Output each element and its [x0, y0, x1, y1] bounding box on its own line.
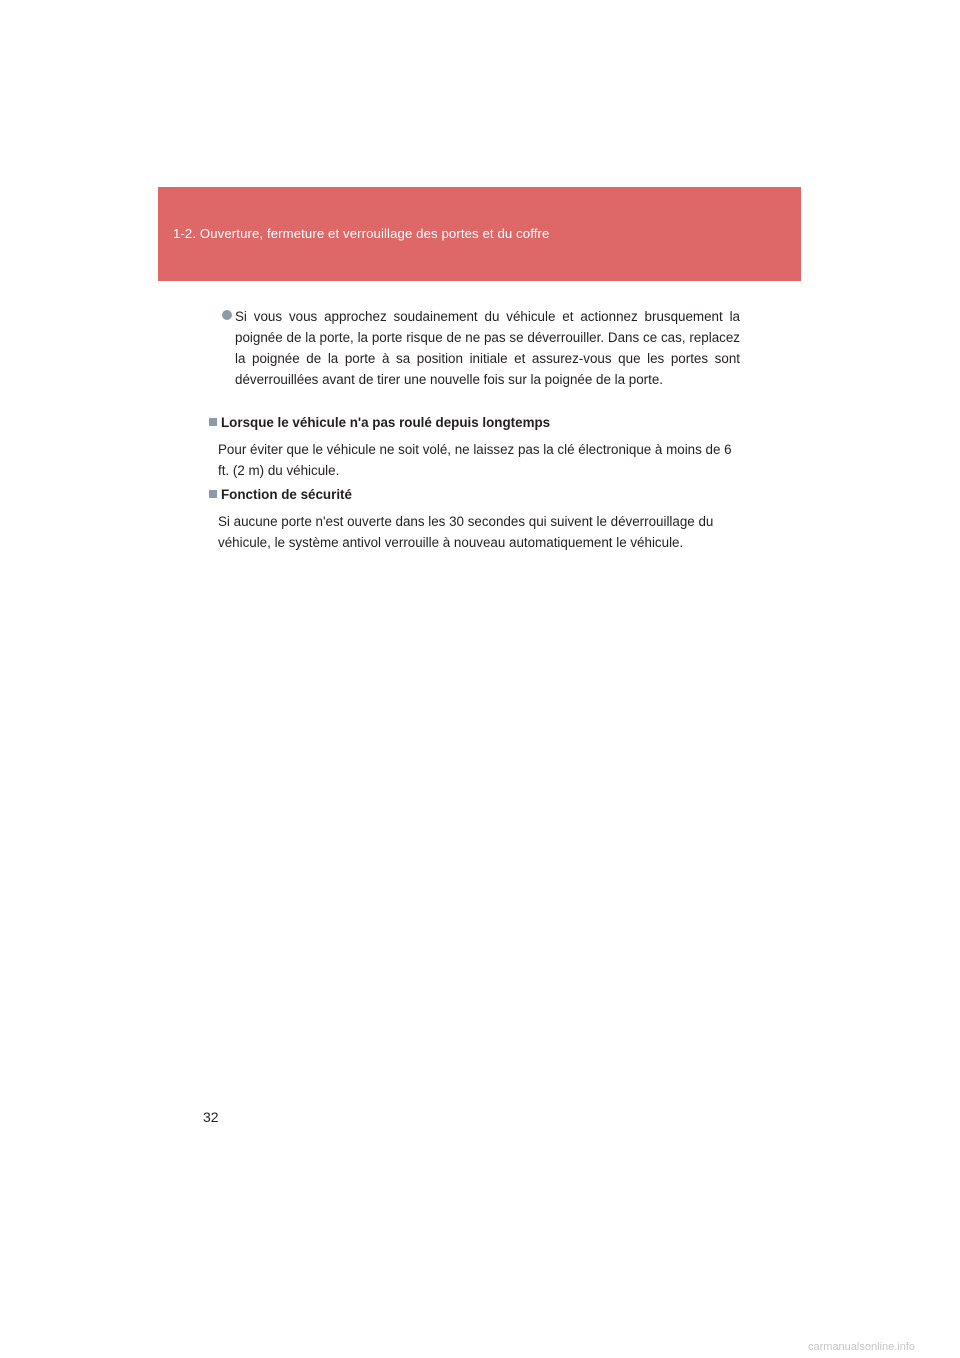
- bullet-note-text: Si vous vous approchez soudainement du véhicule et actionnez brusquement la poignée de la porte, la porte risque de ne pas se déverrouiller. Dans ce cas, replacez la poignée de la porte à sa position initiale et assurez-vous que les portes sont déverrouillées avant de tirer une nouvelle fois sur la poignée de la porte.: [235, 309, 740, 387]
- section-heading: [209, 412, 740, 433]
- section-heading: [209, 484, 740, 505]
- watermark[interactable]: carmanualsonline.info: [808, 1341, 916, 1353]
- section-long-parking: [209, 412, 740, 481]
- circle-bullet-icon: [222, 310, 232, 320]
- square-bullet-icon: [209, 418, 217, 426]
- section-heading-text: Fonction de sécurité: [221, 487, 352, 502]
- chapter-title: 1-2. Ouverture, fermeture et verrouillage des portes et du coffre: [173, 226, 550, 241]
- square-bullet-icon: [209, 490, 217, 498]
- bullet-note: [222, 306, 740, 390]
- chapter-header: [158, 187, 801, 281]
- page-number: 32: [203, 1109, 219, 1125]
- section-security-function: [209, 484, 740, 553]
- section-body: Pour éviter que le véhicule ne soit volé, ne laissez pas la clé électronique à moins de 6 ft. (2 m) du véhicule.: [218, 442, 732, 478]
- section-heading-text: Lorsque le véhicule n'a pas roulé depuis longtemps: [221, 415, 551, 430]
- section-body: Si aucune porte n'est ouverte dans les 30 secondes qui suivent le déverrouillage du véhicule, le système antivol verrouille à nouveau automatiquement le véhicule.: [218, 514, 714, 550]
